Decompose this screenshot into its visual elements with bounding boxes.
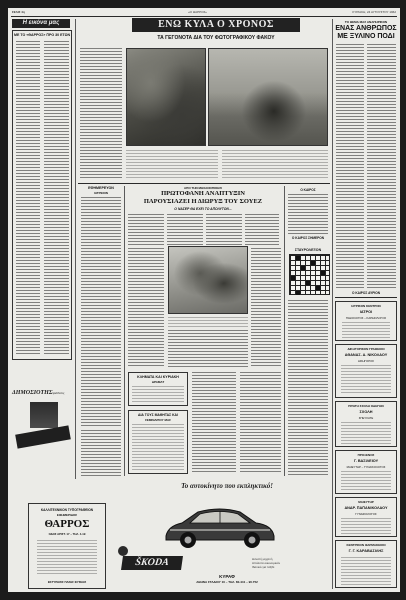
ad-right-5 — [335, 497, 397, 537]
suez-text-right — [251, 248, 281, 368]
lower-box-2 — [128, 410, 188, 474]
ad-right-3-text — [341, 422, 391, 444]
feature-caption-left — [126, 150, 218, 180]
suez-section: ΑΠΟ ΤΗΝ ΜΗΧΑΝΟΠΟΙΗΣΙ — [184, 186, 222, 190]
tharros-sub: ΕΦΗΜΕΡΙΔΟΣ — [56, 513, 78, 517]
col-rule-2 — [124, 186, 125, 476]
ad-right-3-name: ΣΧΟΛΗ — [359, 410, 373, 414]
skoda-logo: ŠKODA — [121, 556, 183, 570]
feature-side-text — [80, 48, 122, 180]
crossword-grid — [289, 254, 330, 295]
ad-right-2-name: ΑΘΑΝΑΣ. Α. ΝΙΚΟΛΑΟΥ — [344, 353, 388, 357]
suez-text-top-c — [206, 214, 242, 246]
ad-right-1-text — [342, 322, 390, 338]
ad-right-5-title: ΜΑΙΕΥΤΗΡ — [358, 500, 374, 504]
suez-text-top-a — [128, 214, 164, 246]
tharros-name: ΘΑΡΡΟΣ — [44, 518, 90, 530]
ad-right-4-body: ΜΑΙΕΥΤΗΡ – ΓΥΝΑΙΚΟΛΟΓΟΣ — [346, 465, 386, 469]
left-story-box — [12, 30, 72, 360]
tharros-address: ΟΔΟΣ ΑΡΙΣΤ. 17 – ΤΗΛ. 4-19 — [48, 532, 86, 536]
suez-headline-2: ΠΑΡΟΥΣΙΑΖΕΙ Η ΔΙΩΡΥΞ ΤΟΥ ΣΟΥΕΖ — [143, 198, 263, 205]
ad-right-6 — [335, 540, 397, 588]
issue-date: ΚΥΡΙΑΚΗ, 24 ΑΥΓΟΥΣΤΟΥ 1962 — [352, 10, 396, 14]
right-top-title-2: ΜΕ ΞΥΛΙΝΟ ΠΟΔΙ — [337, 33, 395, 40]
dimosiotis-image — [30, 402, 58, 428]
right-mid-text-a — [288, 194, 328, 234]
feature-photo-left — [126, 48, 206, 146]
lower-box-1-sub: ΔΡΑΜΑΤ — [151, 380, 165, 384]
dimosiotis-tagline: πρόθεσις — [52, 391, 65, 395]
suez-text-top-b — [167, 214, 203, 246]
right-mid-heading-1: Ο ΚΑΙΡΟΣ — [300, 188, 316, 192]
dimosiotis-title: ΔΗΜΟΣΙΟΤΗΣ — [12, 390, 53, 396]
feature-bottom-rule — [78, 183, 330, 184]
ad-right-2-title: ΔΙΚΗΓΟΡΙΚΟΝ ΓΡΑΦΕΙΟΝ — [347, 347, 385, 351]
dimosiotis-ad — [12, 390, 72, 452]
masthead-small: «Ο ΘΑΡΡΟΣ» — [188, 10, 207, 14]
header-rule — [11, 16, 397, 17]
skoda-feature-2: Απόλυτα οικονομικόν — [252, 561, 281, 565]
col-rule-1 — [75, 19, 76, 479]
crossword-clues — [288, 300, 328, 475]
left-story-title: ΜΕ ΤΟ «ΘΑΡΡΟΣ» ΠΡΟ 30 ΕΤΩΝ — [14, 33, 71, 37]
lower-box-1 — [128, 372, 188, 406]
ad-right-2-text — [341, 365, 391, 395]
mid-col-heading: ΕΦΗΜΕΡΕΥΟΝ — [88, 186, 114, 190]
mid-col-text — [81, 197, 121, 427]
lower-mid-text-a — [192, 372, 236, 474]
skoda-badge-icon — [118, 546, 128, 556]
suez-byline: Ο ΝΑΣΕΡ ΘΑ ΕΧΕΙ ΤΟ ΑΠΟΛΥΤΟΝ... — [174, 207, 232, 211]
ad-right-5-text — [341, 518, 391, 534]
skoda-address: ΑΘΗΝΑ ΣΤΑΔΙΟΥ 10 – ΤΗΛ. 80-441 – 90.752 — [196, 580, 258, 584]
lower-box-2-title: ΔΙΑ ΤΟΥΣ ΜΑΘΗΤΑΣ ΚΑΙ — [138, 413, 178, 417]
skoda-car-illustration — [160, 496, 280, 552]
dimosiotis-slanted-banner — [15, 425, 71, 448]
lower-box-2-sub: ΣΕΜΙΝΑΡΙΟΥ ΜΑΣ — [145, 418, 171, 422]
right-mid-heading-2: Ο ΚΑΙΡΟΣ ΣΗΜΕΡΟΝ — [291, 236, 325, 240]
col-rule-3 — [284, 186, 285, 476]
weather-heading: Ο ΚΑΙΡΟΣ ΑΥΡΙΟΝ — [351, 291, 381, 295]
skoda-feature-3: Ιδανικό για ταξίδι — [252, 565, 275, 569]
left-story-text-a — [16, 41, 40, 355]
newspaper-page — [8, 8, 400, 592]
suez-text-below — [168, 330, 248, 368]
ad-right-2 — [335, 344, 397, 398]
ad-right-1 — [335, 301, 397, 341]
tharros-text — [37, 540, 97, 576]
crossword-title: ΣΤΑΥΡΟΛΕΞΟΝ — [294, 248, 322, 252]
skoda-dealer: ΚΥΡΑΦ — [219, 574, 235, 579]
ad-right-3-title: ΠΡΩΤΗ ΣΧΟΛΗ ΟΔΗΓΩΝ — [348, 404, 384, 408]
ad-right-6-name: Γ. Γ. ΚΑΡΑΒΑΣΙΛΗΣ — [348, 549, 384, 553]
ad-right-5-name: ΑΝΔΡ. ΠΑΠΑΝΙΚΟΛΑΟΥ — [344, 506, 388, 510]
mid-col-sub: ΙΑΤΡΕΙΟΝ — [94, 191, 108, 195]
lower-mid-text-b — [240, 372, 281, 474]
right-top-text-a — [336, 44, 364, 288]
tharros-footer: ΕΚΤΥΠΩΣΙΣ ΠΑΣΗΣ ΦΥΣΕΩΣ — [47, 580, 87, 584]
feature-subtitle: ΤΑ ΓΕΓΟΝΟΤΑ ΔΙΑ ΤΟΥ ΦΩΤΟΓΡΑΦΙΚΟΥ ΦΑΚΟΥ — [157, 35, 275, 41]
ad-right-6-text — [341, 557, 391, 585]
ad-right-6-title: ΚΕΝΤΡΙΚΟΝ ΦΑΡΜΑΚΕΙΟΝ — [346, 543, 386, 547]
tharros-kicker: ΚΑΛΛΙΤΕΧΝΙΚΟΝ ΤΥΠΟΓΡΑΦΕΙΟΝ — [40, 508, 94, 512]
suez-photo-caption — [168, 317, 248, 327]
ad-right-4-name: Γ. ΒΑΣΙΛΕΙΟΥ — [353, 459, 379, 463]
suez-headline-1: ΠΡΩΤΟΦΑΝΗ ΑΝΑΠΤΥΞΙΝ — [161, 190, 245, 197]
suez-text-left — [128, 248, 164, 368]
col-rule-right — [332, 19, 333, 589]
ad-right-4-text — [341, 471, 391, 491]
lower-box-1-text — [132, 386, 184, 404]
lower-left-text — [81, 430, 121, 476]
left-banner: Η εικόνα μας — [12, 19, 70, 28]
left-story-text-b — [44, 41, 69, 355]
ad-right-3 — [335, 401, 397, 447]
ad-right-4 — [335, 450, 397, 494]
ad-right-2-body: ΔΙΚΗΓΟΡΟΣ — [357, 359, 375, 363]
page-number: ΣΕΛΙΣ 4η — [12, 10, 25, 14]
feature-photo-right — [208, 48, 328, 146]
skoda-feature-1: Δυνατή μηχανή — [252, 557, 273, 561]
ad-right-5-body: ΓΥΝΑΙΚΟΛΟΓΟΣ — [355, 512, 377, 516]
feature-caption-right — [222, 150, 328, 180]
ad-right-1-body: ΠΑΘΟΛΟΓΟΣ – ΚΑΡΔΙΟΛΟΓΟΣ — [345, 316, 387, 320]
ad-right-1-name: ΙΑΤΡΟΙ — [359, 310, 373, 314]
right-divider — [335, 297, 397, 298]
skoda-slogan: Το αυτοκίνητο που εκπληκτικό! — [181, 482, 273, 490]
feature-banner: ΕΝΩ ΚΥΛΑ Ο ΧΡΟΝΟΣ — [132, 18, 300, 32]
suez-photo — [168, 246, 248, 314]
ad-right-1-title: ΙΑΤΡΙΚΟΝ ΚΕΝΤΡΟΝ — [351, 304, 381, 308]
right-top-kicker: ΤΟ ΘΕΜΑ ΜΑΣ ΑΝΑΠΗΡΙΚΟΝ — [344, 20, 388, 24]
lower-box-1-title: ΚΛΗΜΑΤΑ ΚΑΙ ΚΥΡΙΑΚΗ — [137, 375, 179, 379]
ad-right-3-body: ΣΠΕΥΣΑΤΕ — [358, 416, 374, 420]
right-top-title-1: ΕΝΑΣ ΑΝΘΡΩΠΟΣ — [335, 25, 397, 32]
ad-right-4-title: ΠΡΟΞΕΝΟΣ — [357, 453, 375, 457]
suez-text-top-d — [245, 214, 279, 246]
skoda-ad — [112, 480, 328, 590]
tharros-ad — [28, 503, 106, 589]
lower-box-2-text — [132, 424, 184, 472]
right-top-text-b — [367, 44, 396, 288]
